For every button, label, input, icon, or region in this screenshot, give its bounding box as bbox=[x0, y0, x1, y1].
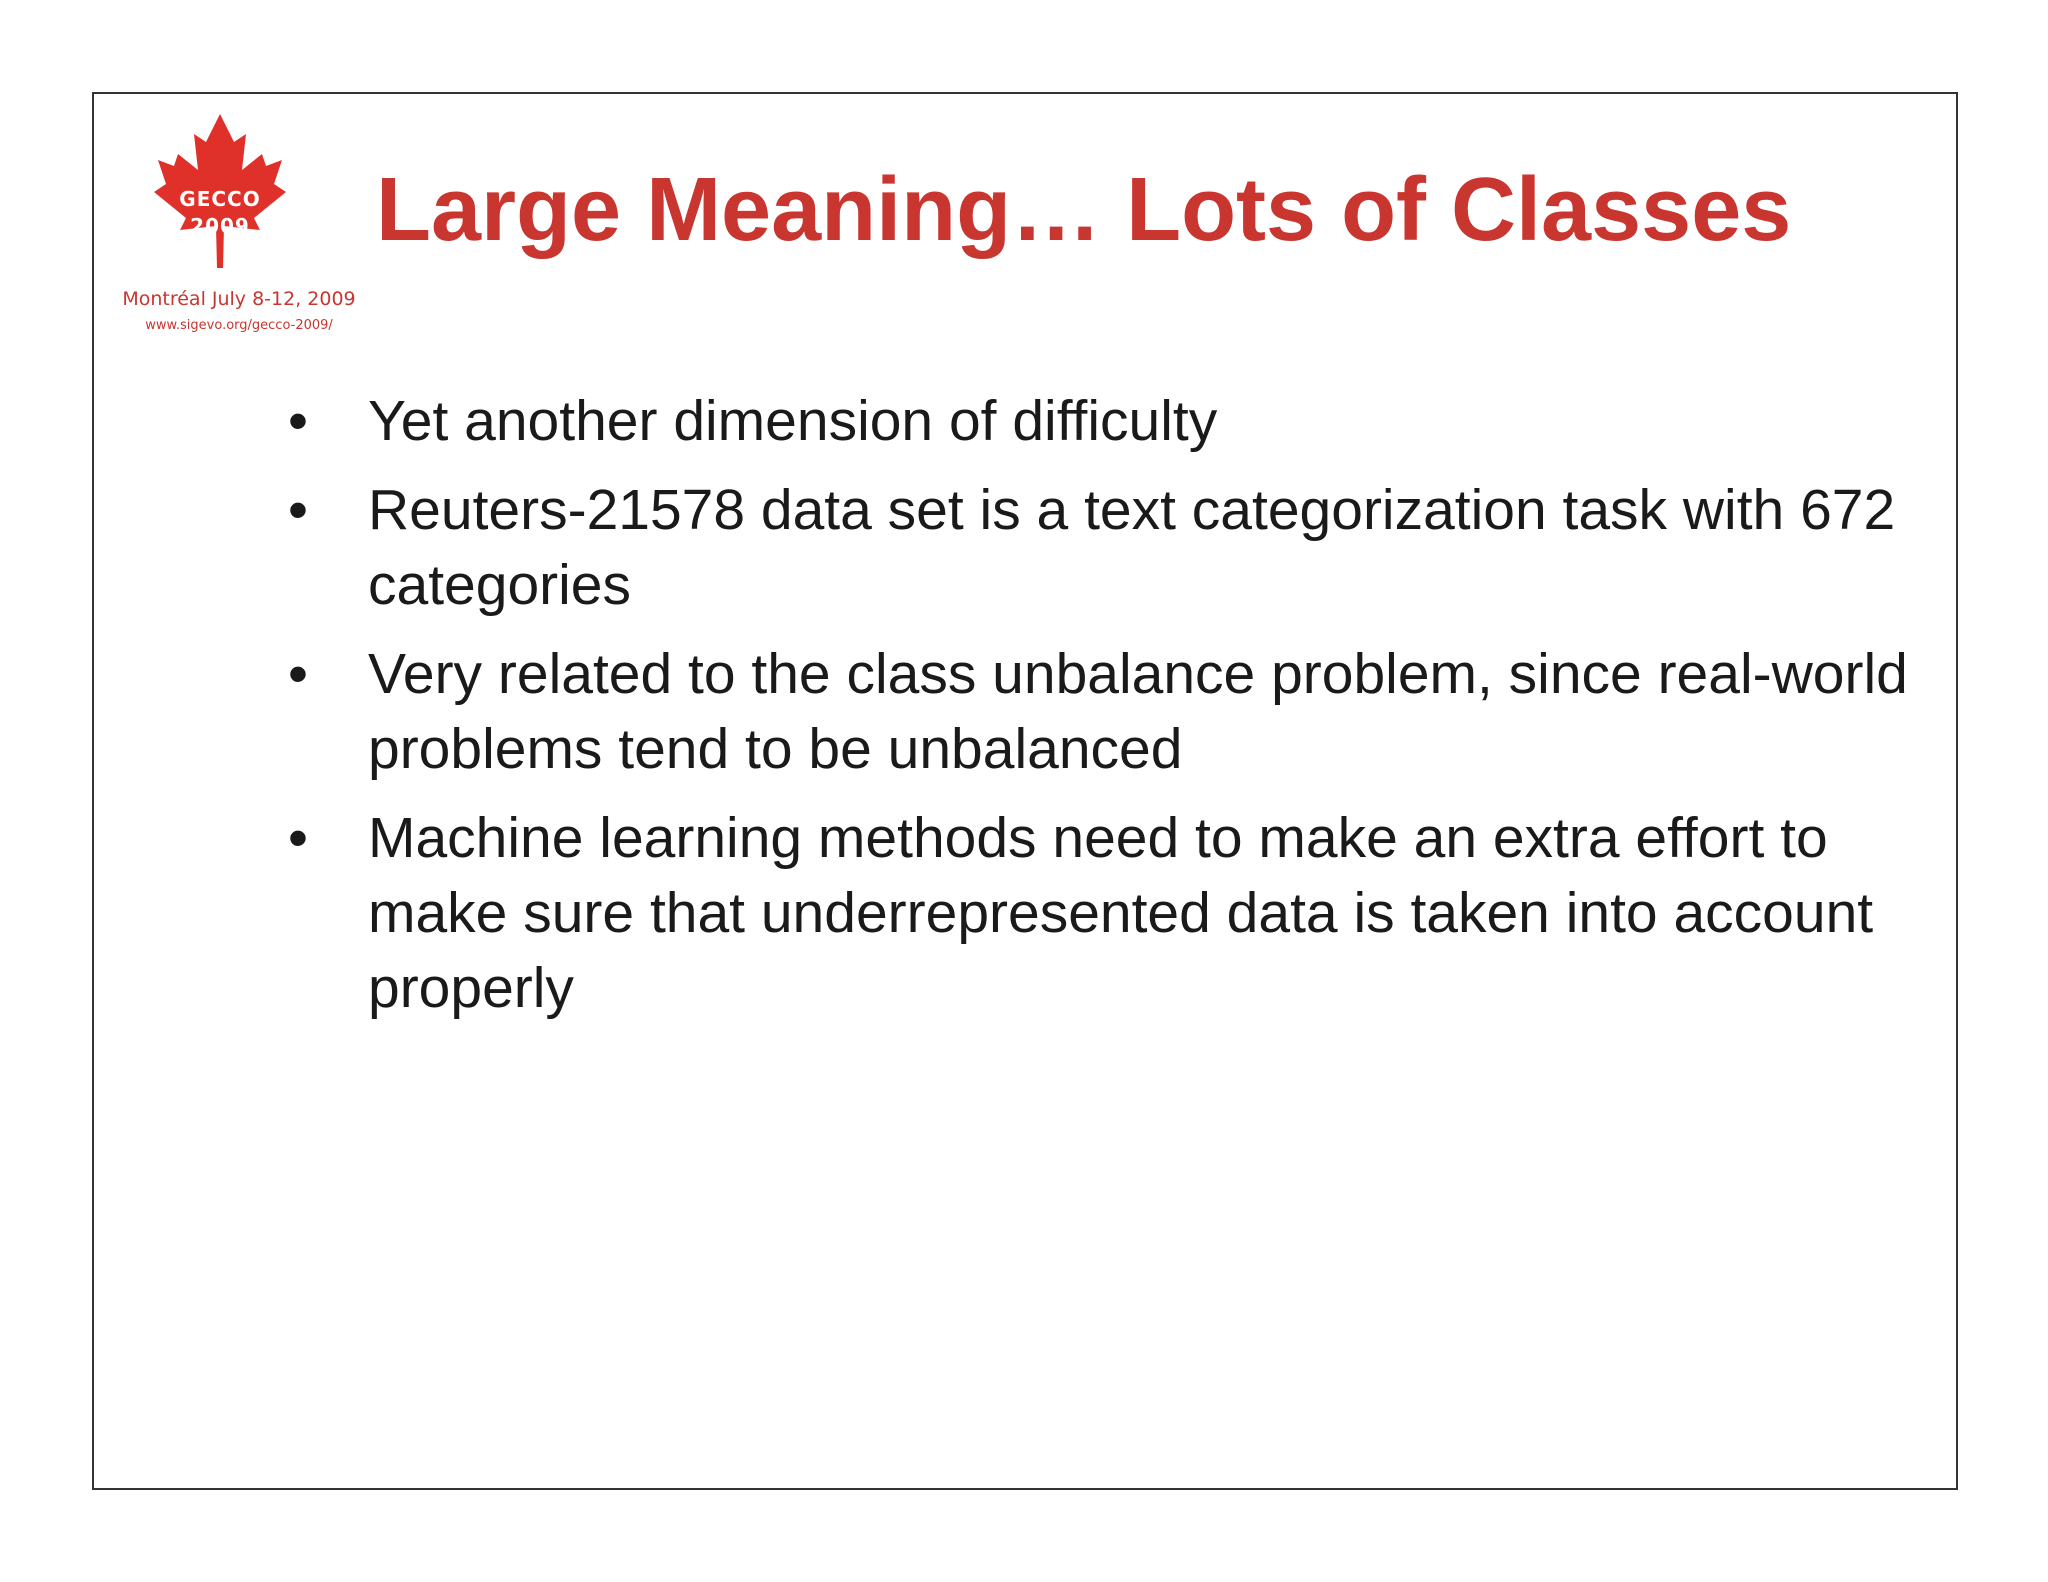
bullet-text: Machine learning methods need to make an extra effort to make sure that underrepresented data is taken into account properly bbox=[368, 806, 1874, 1020]
bullet-dot-icon: • bbox=[288, 642, 308, 706]
bullet-dot-icon: • bbox=[288, 389, 308, 453]
logo-date: Montréal July 8-12, 2009 bbox=[122, 288, 356, 310]
bullet-item bbox=[274, 637, 1914, 787]
bullet-item bbox=[274, 473, 1914, 623]
bullet-item bbox=[274, 384, 1914, 459]
logo-url: www.sigevo.org/gecco-2009/ bbox=[145, 318, 333, 333]
bullet-text: Reuters-21578 data set is a text categorization task with 672 categories bbox=[368, 478, 1896, 617]
bullet-dot-icon: • bbox=[288, 806, 308, 870]
gecco-logo bbox=[114, 108, 364, 333]
bullet-list bbox=[274, 384, 1914, 1040]
bullet-dot-icon: • bbox=[288, 478, 308, 542]
bullet-text: Yet another dimension of difficulty bbox=[368, 389, 1218, 453]
bullet-item bbox=[274, 801, 1914, 1026]
slide bbox=[92, 92, 1958, 1490]
logo-leaf-line1: GECCO bbox=[179, 187, 261, 211]
slide-title: Large Meaning… Lots of Classes bbox=[376, 160, 1792, 260]
logo-leaf-line2: 2009 bbox=[190, 214, 250, 238]
bullet-text: Very related to the class unbalance problem, since real-world problems tend to be unbalanced bbox=[368, 642, 1908, 781]
